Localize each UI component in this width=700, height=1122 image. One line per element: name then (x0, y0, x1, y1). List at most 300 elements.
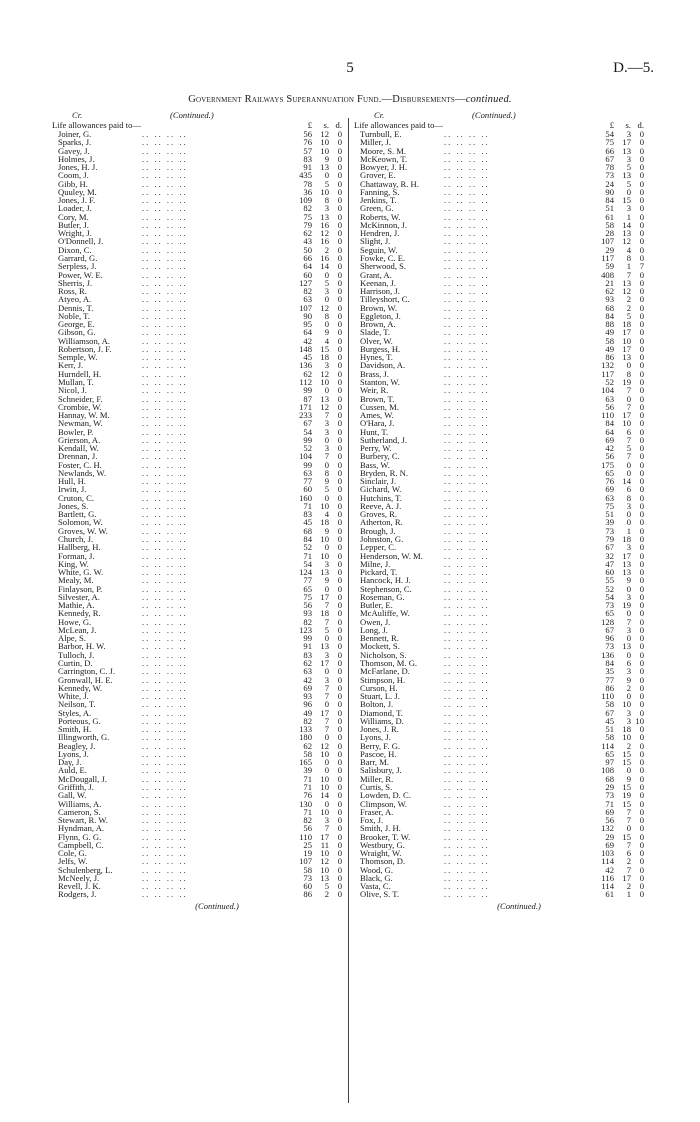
table-row (354, 469, 644, 477)
amount-shillings: 15 (622, 798, 631, 809)
amount-pounds: 107 (299, 302, 312, 313)
amount-pence: 0 (337, 806, 342, 817)
amount-pounds: 29 (605, 831, 614, 842)
amount-shillings: 7 (324, 715, 329, 726)
leader-dots: .. .. .. .. (444, 319, 490, 330)
amount-shillings: 9 (324, 153, 329, 164)
entry-name: Newman, W. (58, 418, 103, 429)
entry-name: Milne, J. (360, 558, 391, 569)
amount-pounds: 84 (605, 418, 614, 429)
amount-pounds: 132 (601, 360, 614, 371)
left-entries (52, 130, 342, 899)
amount-pounds: 25 (303, 839, 312, 850)
table-row (354, 742, 644, 750)
amount-pounds: 128 (601, 616, 614, 627)
amount-pence: 0 (337, 856, 342, 867)
amount-shillings: 0 (324, 319, 329, 330)
entry-name: Carrington, C. J. (58, 666, 116, 677)
entry-name: Butler, J. (58, 219, 89, 230)
pound-header: £ (307, 120, 312, 130)
table-row (52, 469, 342, 477)
amount-pounds: 54 (605, 129, 614, 139)
amount-shillings: 7 (324, 724, 329, 735)
leader-dots: .. .. .. .. (142, 798, 188, 809)
amount-pounds: 107 (299, 856, 312, 867)
amount-pounds: 73 (605, 170, 614, 181)
entry-name: Olver, W. (360, 335, 393, 346)
leader-dots: .. .. .. .. (444, 137, 490, 148)
entry-name: Mealy, M. (58, 575, 94, 586)
amount-pence: 0 (639, 658, 644, 668)
amount-shillings: 3 (324, 443, 329, 454)
amount-shillings: 3 (626, 129, 631, 139)
amount-shillings: 13 (622, 145, 631, 156)
entry-name: Lyons, J. (360, 732, 391, 743)
leader-dots: .. .. .. .. (142, 567, 188, 578)
amount-shillings: 7 (324, 410, 329, 421)
entry-name: Bolton, J. (360, 699, 394, 710)
table-row (354, 196, 644, 204)
leader-dots: .. .. .. .. (142, 575, 188, 586)
entry-name: Miller, R. (360, 773, 394, 784)
amount-shillings: 12 (320, 856, 329, 867)
amount-pence: 0 (639, 236, 644, 247)
leader-dots: .. .. .. .. (444, 864, 490, 875)
amount-pounds: 67 (605, 153, 614, 164)
table-row (52, 378, 342, 386)
amount-pence: 0 (639, 459, 644, 470)
entry-name: Hutchins, T. (360, 492, 402, 503)
leader-dots: .. .. .. .. (142, 418, 188, 429)
amount-pounds: 87 (303, 393, 312, 404)
amount-pounds: 64 (303, 327, 312, 338)
amount-pounds: 69 (605, 484, 614, 495)
leader-dots: .. .. .. .. (444, 410, 490, 421)
entry-name: Reeve, A. J. (360, 500, 402, 511)
amount-pounds: 130 (299, 798, 312, 809)
leader-dots: .. .. .. .. (142, 236, 188, 247)
amount-shillings: 6 (626, 426, 631, 437)
amount-shillings: 10 (320, 500, 329, 511)
table-row (354, 502, 644, 510)
amount-pounds: 435 (299, 170, 312, 181)
amount-pounds: 29 (605, 781, 614, 792)
entry-name: Tilleyshort, C. (360, 294, 410, 305)
entry-name: Irwin, J. (58, 484, 87, 495)
leader-dots: .. .. .. .. (142, 476, 188, 487)
entry-name: Grover, E. (360, 170, 396, 181)
amount-pounds: 51 (605, 203, 614, 214)
amount-pounds: 117 (601, 252, 614, 263)
amount-pounds: 54 (605, 591, 614, 602)
amount-shillings: 5 (626, 310, 631, 321)
entry-name: Groves, W. W. (58, 525, 108, 536)
amount-pence: 0 (337, 492, 342, 503)
table-row (354, 692, 644, 700)
leader-dots: .. .. .. .. (142, 831, 188, 842)
amount-pounds: 110 (601, 410, 614, 421)
amount-pence: 10 (635, 715, 644, 726)
amount-pence: 0 (639, 178, 644, 189)
amount-shillings: 0 (324, 434, 329, 445)
leader-dots: .. .. .. .. (444, 674, 490, 685)
continued-footer: (Continued.) (497, 900, 541, 911)
amount-pounds: 160 (299, 492, 312, 503)
amount-pence: 0 (337, 137, 342, 148)
continued-footer: (Continued.) (195, 900, 239, 911)
amount-shillings: 18 (320, 608, 329, 619)
entry-name: Nicholson, S. (360, 649, 407, 660)
leader-dots: .. .. .. .. (444, 831, 490, 842)
amount-shillings: 13 (320, 641, 329, 652)
leader-dots: .. .. .. .. (444, 815, 490, 826)
amount-pence: 0 (337, 310, 342, 321)
amount-pounds: 65 (605, 608, 614, 619)
amount-pounds: 82 (303, 815, 312, 826)
entry-name: Berry, F. G. (360, 740, 401, 751)
amount-pence: 0 (639, 451, 644, 462)
amount-pounds: 39 (303, 765, 312, 776)
amount-pence: 0 (337, 575, 342, 586)
amount-pounds: 93 (303, 608, 312, 619)
leader-dots: .. .. .. .. (444, 724, 490, 735)
amount-pence: 0 (639, 368, 644, 379)
amount-shillings: 10 (320, 806, 329, 817)
amount-pounds: 45 (303, 517, 312, 528)
amount-pence: 0 (337, 781, 342, 792)
amount-shillings: 17 (320, 658, 329, 668)
leader-dots: .. .. .. .. (142, 178, 188, 189)
entry-name: Brass, J. (360, 368, 389, 379)
amount-shillings: 0 (324, 459, 329, 470)
amount-pounds: 63 (605, 492, 614, 503)
leader-dots: .. .. .. .. (444, 360, 490, 371)
entry-name: Neilson, T. (58, 699, 96, 710)
amount-shillings: 9 (324, 525, 329, 536)
title-continued: continued. (465, 94, 512, 105)
amount-shillings: 10 (622, 418, 631, 429)
amount-shillings: 0 (324, 170, 329, 181)
leader-dots: .. .. .. .. (444, 633, 490, 644)
entry-name: Holmes, J. (58, 153, 95, 164)
leader-dots: .. .. .. .. (444, 476, 490, 487)
amount-shillings: 10 (320, 376, 329, 387)
amount-shillings: 3 (626, 624, 631, 635)
amount-pence: 0 (639, 244, 644, 255)
right-column (354, 110, 644, 911)
amount-shillings: 10 (622, 335, 631, 346)
amount-pounds: 84 (303, 534, 312, 545)
amount-pounds: 116 (601, 872, 614, 883)
amount-shillings: 5 (324, 881, 329, 892)
amount-pence: 0 (639, 649, 644, 660)
entry-name: McKeown, T. (360, 153, 408, 164)
amount-pounds: 67 (605, 542, 614, 553)
amount-pence: 0 (337, 724, 342, 735)
table-row (52, 138, 342, 146)
amount-pence: 0 (337, 839, 342, 850)
amount-pence: 0 (337, 459, 342, 470)
amount-pounds: 76 (303, 790, 312, 801)
leader-dots: .. .. .. .. (444, 550, 490, 561)
amount-pence: 0 (337, 509, 342, 520)
amount-pence: 0 (639, 765, 644, 776)
amount-shillings: 18 (320, 352, 329, 363)
amount-pence: 0 (639, 707, 644, 718)
amount-pounds: 96 (303, 699, 312, 710)
table-row (354, 295, 644, 303)
amount-shillings: 19 (622, 376, 631, 387)
entry-name: Ross, R. (58, 286, 87, 297)
entry-name: Porteous, G. (58, 715, 101, 726)
amount-shillings: 14 (622, 476, 631, 487)
entry-name: Jones, S. (58, 500, 89, 511)
entry-name: Chattaway, R. H. (360, 178, 419, 189)
amount-pounds: 148 (299, 343, 312, 354)
amount-pounds: 114 (601, 881, 614, 892)
amount-pence: 0 (639, 170, 644, 181)
amount-shillings: 9 (324, 575, 329, 586)
amount-shillings: 9 (324, 327, 329, 338)
amount-pence: 0 (337, 302, 342, 313)
amount-pence: 0 (337, 815, 342, 826)
amount-pounds: 42 (605, 864, 614, 875)
amount-shillings: 6 (626, 484, 631, 495)
leader-dots: .. .. .. .. (142, 715, 188, 726)
amount-pounds: 136 (601, 649, 614, 660)
table-row (354, 857, 644, 865)
amount-pence: 0 (639, 310, 644, 321)
entry-name: Solomon, W. (58, 517, 103, 528)
amount-pounds: 47 (605, 558, 614, 569)
entry-name: Crombie, W. (58, 401, 102, 412)
amount-pounds: 69 (605, 434, 614, 445)
amount-pence: 0 (337, 525, 342, 536)
amount-pounds: 50 (303, 244, 312, 255)
amount-pence: 0 (337, 608, 342, 619)
entry-name: Fowke, C. E. (360, 252, 406, 263)
leader-dots: .. .. .. .. (444, 839, 490, 850)
amount-pounds: 63 (303, 666, 312, 677)
entry-name: Semple, W. (58, 352, 98, 363)
entry-name: Silvester, A. (58, 591, 100, 602)
amount-shillings: 11 (320, 839, 329, 850)
amount-shillings: 0 (324, 757, 329, 768)
amount-pounds: 84 (605, 195, 614, 206)
amount-pence: 0 (337, 294, 342, 305)
amount-pounds: 60 (605, 567, 614, 578)
amount-pence: 0 (639, 790, 644, 801)
amount-pence: 0 (337, 517, 342, 528)
amount-shillings: 16 (320, 236, 329, 247)
amount-shillings: 8 (324, 195, 329, 206)
leader-dots: .. .. .. .. (142, 699, 188, 710)
amount-pounds: 114 (601, 740, 614, 751)
leader-dots: .. .. .. .. (142, 376, 188, 387)
leader-dots: .. .. .. .. (142, 327, 188, 338)
leader-dots: .. .. .. .. (444, 385, 490, 396)
pence-header: d. (637, 120, 644, 130)
entry-name: Quuley, M. (58, 186, 97, 197)
pound-header: £ (609, 120, 614, 130)
amount-pounds: 69 (303, 682, 312, 693)
amount-pence: 0 (337, 401, 342, 412)
table-row (354, 271, 644, 279)
amount-pounds: 65 (303, 583, 312, 594)
entry-name: O'Donnell, J. (58, 236, 104, 247)
amount-shillings: 2 (626, 682, 631, 693)
amount-shillings: 5 (324, 624, 329, 635)
amount-pence: 0 (639, 517, 644, 528)
table-row (354, 328, 644, 336)
amount-pounds: 45 (605, 715, 614, 726)
leader-dots: .. .. .. .. (444, 641, 490, 652)
amount-pounds: 52 (303, 443, 312, 454)
table-row (52, 733, 342, 741)
leader-dots: .. .. .. .. (142, 137, 188, 148)
amount-pence: 0 (337, 798, 342, 809)
leader-dots: .. .. .. .. (142, 319, 188, 330)
entry-name: Fox, J. (360, 815, 384, 826)
leader-dots: .. .. .. .. (444, 691, 490, 702)
amount-pounds: 28 (605, 228, 614, 239)
amount-pounds: 54 (303, 558, 312, 569)
entry-name: Hull, H. (58, 476, 86, 487)
entry-name: Gall, W. (58, 790, 87, 801)
table-row (52, 783, 342, 791)
amount-shillings: 7 (626, 616, 631, 627)
amount-pence: 0 (337, 889, 342, 900)
amount-pence: 0 (337, 286, 342, 297)
amount-shillings: 9 (626, 674, 631, 685)
entry-name: Finlayson, P. (58, 583, 103, 594)
amount-shillings: 0 (324, 798, 329, 809)
amount-pounds: 123 (299, 624, 312, 635)
leader-dots: .. .. .. .. (444, 294, 490, 305)
amount-pounds: 42 (303, 335, 312, 346)
amount-shillings: 13 (320, 162, 329, 173)
amount-pence: 0 (337, 848, 342, 859)
amount-pence: 0 (639, 203, 644, 214)
entry-name: Grant, A. (360, 269, 392, 280)
table-row (52, 279, 342, 287)
amount-pence: 0 (337, 567, 342, 578)
amount-pence: 0 (337, 542, 342, 553)
leader-dots: .. .. .. .. (142, 781, 188, 792)
leader-dots: .. .. .. .. (444, 509, 490, 520)
leader-dots: .. .. .. .. (142, 889, 188, 900)
amount-shillings: 0 (324, 699, 329, 710)
amount-pounds: 61 (605, 889, 614, 900)
entry-name: Flynn, G. G. (58, 831, 102, 842)
table-row (52, 758, 342, 766)
amount-pence: 0 (639, 211, 644, 222)
table-row (354, 320, 644, 328)
amount-pence: 0 (337, 410, 342, 421)
amount-shillings: 17 (320, 831, 329, 842)
leader-dots: .. .. .. .. (444, 393, 490, 404)
amount-shillings: 17 (622, 410, 631, 421)
amount-pence: 0 (639, 401, 644, 412)
entry-name: Black, G. (360, 872, 393, 883)
amount-pence: 0 (337, 558, 342, 569)
leader-dots: .. .. .. .. (142, 153, 188, 164)
amount-pounds: 60 (303, 881, 312, 892)
amount-pence: 0 (639, 550, 644, 561)
amount-pence: 0 (639, 302, 644, 313)
leader-dots: .. .. .. .. (142, 244, 188, 255)
table-row (354, 188, 644, 196)
amount-pounds: 60 (303, 269, 312, 280)
entry-name: Stimpson, H. (360, 674, 406, 685)
amount-pence: 0 (639, 682, 644, 693)
amount-shillings: 4 (324, 509, 329, 520)
entry-name: Cameron, S. (58, 806, 101, 817)
table-row (52, 494, 342, 502)
amount-shillings: 4 (324, 335, 329, 346)
leader-dots: .. .. .. .. (142, 633, 188, 644)
entry-name: Cory, M. (58, 211, 89, 222)
amount-pence: 0 (639, 864, 644, 875)
leader-dots: .. .. .. .. (444, 352, 490, 363)
entry-name: Nicol, J. (58, 385, 87, 396)
leader-dots: .. .. .. .. (142, 219, 188, 230)
entry-name: Gronwall, H. E. (58, 674, 113, 685)
amount-pence: 0 (337, 649, 342, 660)
entry-name: Atyeo, A. (58, 294, 92, 305)
amount-pounds: 52 (303, 542, 312, 553)
amount-pence: 0 (639, 732, 644, 743)
amount-pence: 0 (337, 368, 342, 379)
amount-pounds: 21 (605, 277, 614, 288)
leader-dots: .. .. .. .. (142, 691, 188, 702)
amount-pounds: 60 (303, 484, 312, 495)
amount-pence: 0 (639, 219, 644, 230)
amount-pence: 0 (337, 186, 342, 197)
leader-dots: .. .. .. .. (444, 327, 490, 338)
amount-shillings: 0 (626, 633, 631, 644)
entry-name: Newlands, W. (58, 467, 106, 478)
amount-pounds: 124 (299, 567, 312, 578)
amount-shillings: 16 (320, 252, 329, 263)
entry-name: Day, J. (58, 757, 82, 768)
leader-dots: .. .. .. .. (142, 881, 188, 892)
leader-dots: .. .. .. .. (142, 658, 188, 668)
amount-pounds: 114 (601, 856, 614, 867)
amount-shillings: 13 (622, 641, 631, 652)
amount-pounds: 58 (303, 748, 312, 759)
amount-pounds: 73 (605, 525, 614, 536)
amount-shillings: 3 (626, 203, 631, 214)
amount-pence: 0 (639, 343, 644, 354)
amount-shillings: 13 (622, 170, 631, 181)
leader-dots: .. .. .. .. (444, 575, 490, 586)
table-row (52, 527, 342, 535)
entry-name: Keenan, J. (360, 277, 397, 288)
leader-dots: .. .. .. .. (142, 360, 188, 371)
amount-shillings: 17 (622, 550, 631, 561)
amount-shillings: 13 (622, 352, 631, 363)
amount-pence: 0 (639, 269, 644, 280)
leader-dots: .. .. .. .. (444, 624, 490, 635)
entry-name: Styles, A. (58, 707, 92, 718)
leader-dots: .. .. .. .. (142, 492, 188, 503)
leader-dots: .. .. .. .. (142, 451, 188, 462)
amount-pence: 0 (639, 277, 644, 288)
amount-shillings: 10 (320, 145, 329, 156)
leader-dots: .. .. .. .. (444, 823, 490, 834)
table-row (52, 320, 342, 328)
